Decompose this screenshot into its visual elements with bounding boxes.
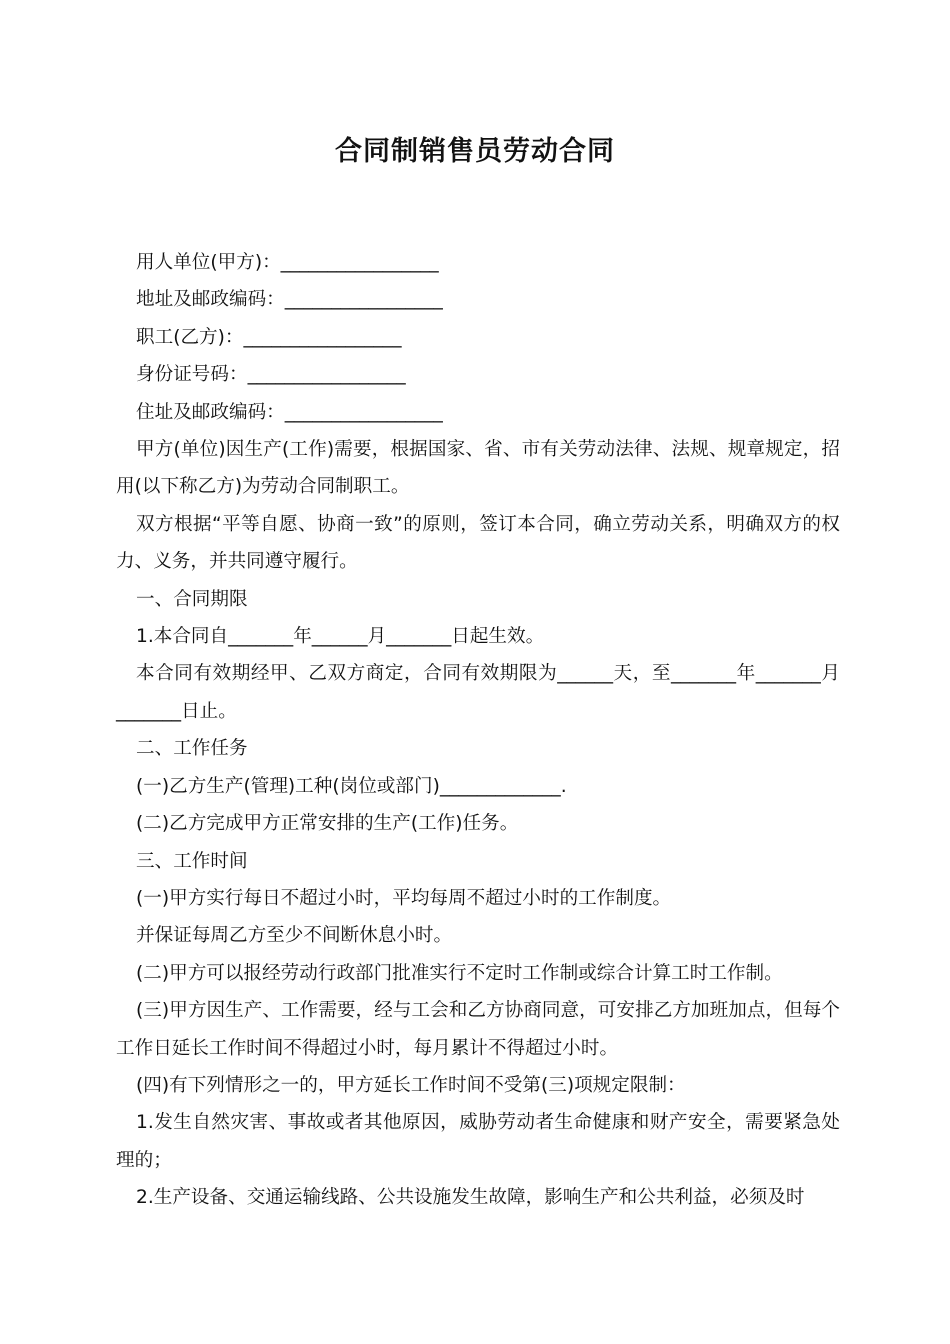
- field-employer: 用人单位(甲方)：_________________: [136, 252, 439, 273]
- paragraph-principle: 双方根据“平等自愿、协商一致”的原则，签订本合同，确立劳动关系，明确双方的权力、义务，并共同遵守履行。: [116, 513, 840, 573]
- paragraph-task-1: (一)乙方生产(管理)工种(岗位或部门)_____________.: [136, 775, 567, 797]
- paragraph-validity: 本合同有效期经甲、乙双方商定，合同有效期限为______天，至_______年_______月_______日止。: [116, 663, 840, 722]
- paragraph-hours-rest: 并保证每周乙方至少不间断休息小时。: [136, 925, 453, 947]
- section-heading-hours: 三、工作时间: [136, 850, 248, 872]
- document-body: [116, 244, 840, 1217]
- document-title: 合同制销售员劳动合同: [335, 136, 615, 167]
- paragraph-hours-1: (一)甲方实行每日不超过小时，平均每周不超过小时的工作制度。: [136, 887, 672, 909]
- paragraph-hours-3: (三)甲方因生产、工作需要，经与工会和乙方协商同意，可安排乙方加班加点，但每个工作日延长工作时间不得超过小时，每月累计不得超过小时。: [116, 1000, 840, 1059]
- field-employer-address: 地址及邮政编码：_________________: [136, 289, 443, 311]
- paragraph-effective-date: 1.本合同自_______年______月_______日起生效。: [136, 626, 545, 648]
- paragraph-preamble: 甲方(单位)因生产(工作)需要，根据国家、省、市有关劳动法律、法规、规章规定，招用(以下称乙方)为劳动合同制职工。: [116, 439, 840, 498]
- paragraph-hours-2: (二)甲方可以报经劳动行政部门批准实行不定时工作制或综合计算工时工作制。: [136, 962, 783, 984]
- field-employee-address: 住址及邮政编码：_________________: [136, 401, 443, 423]
- paragraph-exception-1: 1.发生自然灾害、事故或者其他原因，威胁劳动者生命健康和财产安全，需要紧急处理的；: [116, 1112, 840, 1171]
- paragraph-hours-4: (四)有下列情形之一的，甲方延长工作时间不受第(三)项规定限制：: [136, 1074, 686, 1096]
- paragraph-exception-2: 2.生产设备、交通运输线路、公共设施发生故障，影响生产和公共利益，必须及时: [136, 1187, 805, 1209]
- field-employee: 职工(乙方)：_________________: [136, 326, 402, 348]
- section-heading-tasks: 二、工作任务: [136, 738, 248, 760]
- paragraph-task-2: (二)乙方完成甲方正常安排的生产(工作)任务。: [136, 813, 519, 835]
- section-heading-term: 一、合同期限: [136, 588, 248, 610]
- field-id-number: 身份证号码：_________________: [136, 364, 406, 386]
